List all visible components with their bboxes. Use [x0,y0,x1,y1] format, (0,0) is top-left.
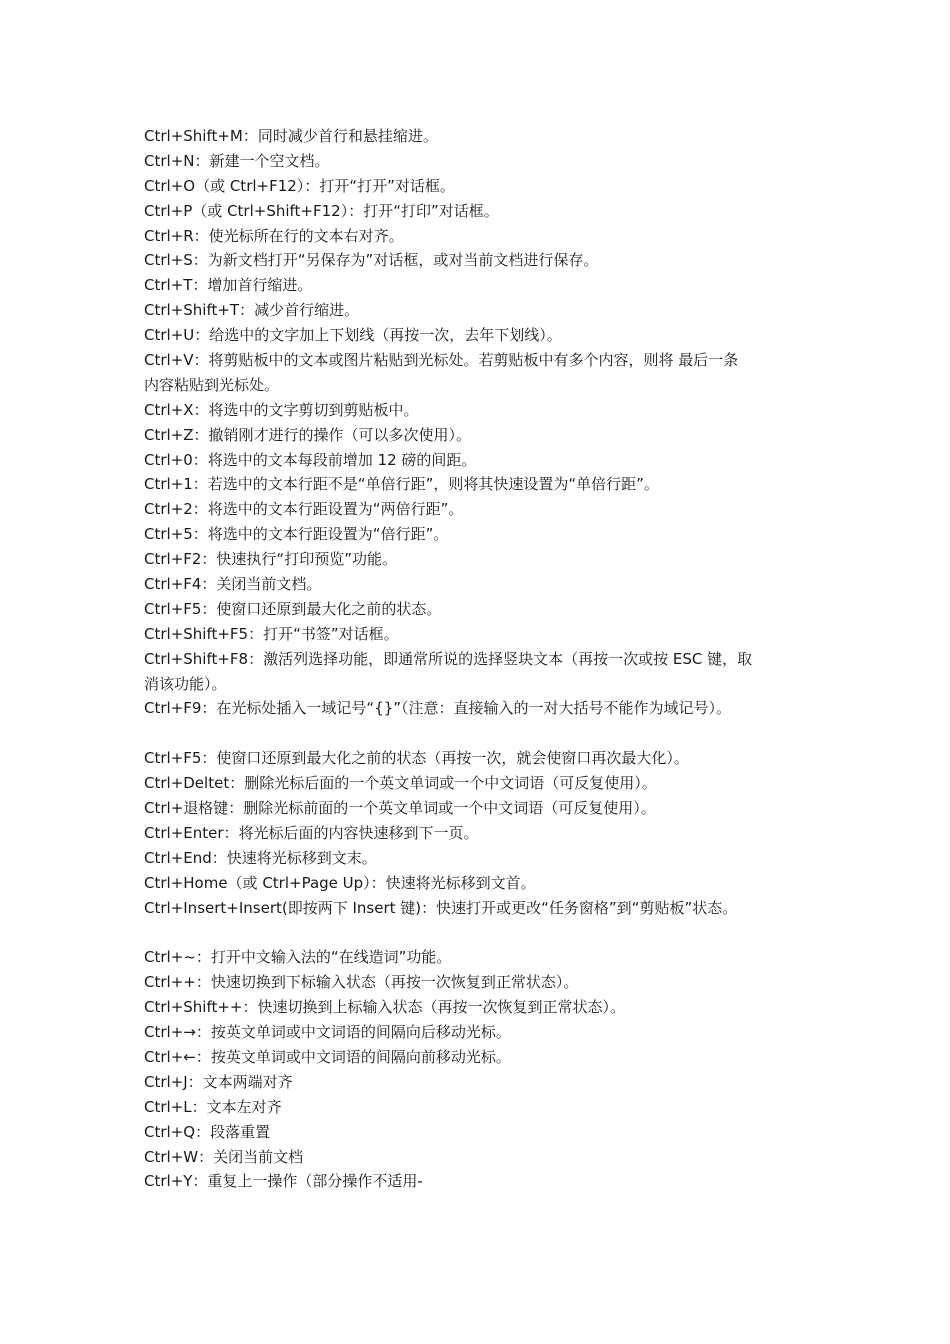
shortcut-line: Ctrl+X：将选中的文字剪切到剪贴板中。 [144,400,419,419]
shortcut-line: Ctrl+1：若选中的文本行距不是“单倍行距”，则将其快速设置为“单倍行距”。 [144,475,659,494]
shortcut-line: Ctrl+Insert+Insert(即按两下 Insert 键)：快速打开或更改“任务窗格”到“剪贴板”状态。 [144,898,738,917]
shortcut-line: Ctrl+Y：重复上一操作（部分操作不适用- [144,1172,423,1191]
shortcut-line: Ctrl+End：快速将光标移到文末。 [144,848,377,867]
shortcut-line: Ctrl+O（或 Ctrl+F12）：打开“打开”对话框。 [144,176,455,195]
shortcut-line: Ctrl+P（或 Ctrl+Shift+F12）：打开“打印”对话框。 [144,201,499,220]
shortcut-line: Ctrl+Shift+F5：打开“书签”对话框。 [144,624,399,643]
shortcut-line: Ctrl+S：为新文档打开“另保存为”对话框，或对当前文档进行保存。 [144,251,599,270]
shortcut-line: Ctrl+R：使光标所在行的文本右对齐。 [144,226,404,245]
shortcut-line: Ctrl+←：按英文单词或中文词语的间隔向前移动光标。 [144,1047,511,1066]
shortcut-line: 内容粘贴到光标处。 [144,375,280,394]
shortcut-line: Ctrl+Deltet：删除光标后面的一个英文单词或一个中文词语（可反复使用）。 [144,774,657,793]
shortcut-line: Ctrl+Q：段落重置 [144,1122,271,1141]
shortcut-line: Ctrl+Shift+T：减少首行缩进。 [144,301,360,320]
shortcut-line: Ctrl+2：将选中的文本行距设置为“两倍行距”。 [144,500,464,519]
shortcut-line: Ctrl+N：新建一个空文档。 [144,151,330,170]
shortcut-line: Ctrl+5：将选中的文本行距设置为“倍行距”。 [144,525,449,544]
shortcut-line: Ctrl+F5：使窗口还原到最大化之前的状态。 [144,599,442,618]
shortcut-line: 消该功能）。 [144,674,227,693]
document-body [144,124,816,1194]
blank-line [144,921,816,946]
shortcut-line: Ctrl+F4：关闭当前文档。 [144,575,322,594]
shortcut-line: Ctrl+U：给选中的文字加上下划线（再按一次，去年下划线）。 [144,326,562,345]
shortcut-line: Ctrl+F9：在光标处插入一域记号“{}”（注意：直接输入的一对大括号不能作为域记号）。 [144,699,732,718]
shortcut-line: Ctrl+L：文本左对齐 [144,1097,282,1116]
shortcut-line: Ctrl+Enter：将光标后面的内容快速移到下一页。 [144,823,479,842]
shortcut-line: Ctrl+W：关闭当前文档 [144,1147,304,1166]
shortcut-line: Ctrl+→：按英文单词或中文词语的间隔向后移动光标。 [144,1023,511,1042]
shortcut-line: Ctrl+0：将选中的文本每段前增加 12 磅的间距。 [144,450,477,469]
shortcut-line: Ctrl+Shift+F8：激活列选择功能，即通常所说的选择竖块文本（再按一次或按 ESC 键，取 [144,649,753,668]
shortcut-line: Ctrl++：快速切换到下标输入状态（再按一次恢复到正常状态）。 [144,973,579,992]
shortcut-line: Ctrl+Z：撤销刚才进行的操作（可以多次使用）。 [144,425,472,444]
shortcut-line: Ctrl+Home（或 Ctrl+Page Up）：快速将光标移到文首。 [144,873,536,892]
shortcut-line: Ctrl+Shift++：快速切换到上标输入状态（再按一次恢复到正常状态）。 [144,998,625,1017]
shortcut-line: Ctrl+退格键：删除光标前面的一个英文单词或一个中文词语（可反复使用）。 [144,799,656,818]
shortcut-line: Ctrl+F2：快速执行“打印预览”功能。 [144,550,397,569]
shortcut-line: Ctrl+~：打开中文输入法的“在线造词”功能。 [144,948,452,967]
shortcut-line: Ctrl+T：增加首行缩进。 [144,276,313,295]
shortcut-line: Ctrl+J：文本两端对齐 [144,1072,293,1091]
shortcut-line: Ctrl+V：将剪贴板中的文本或图片粘贴到光标处。若剪贴板中有多个内容，则将 最后一条 [144,351,739,370]
shortcut-line: Ctrl+F5：使窗口还原到最大化之前的状态（再按一次，就会使窗口再次最大化）。 [144,749,689,768]
blank-line [144,721,816,746]
shortcut-line: Ctrl+Shift+M：同时减少首行和悬挂缩进。 [144,127,438,145]
